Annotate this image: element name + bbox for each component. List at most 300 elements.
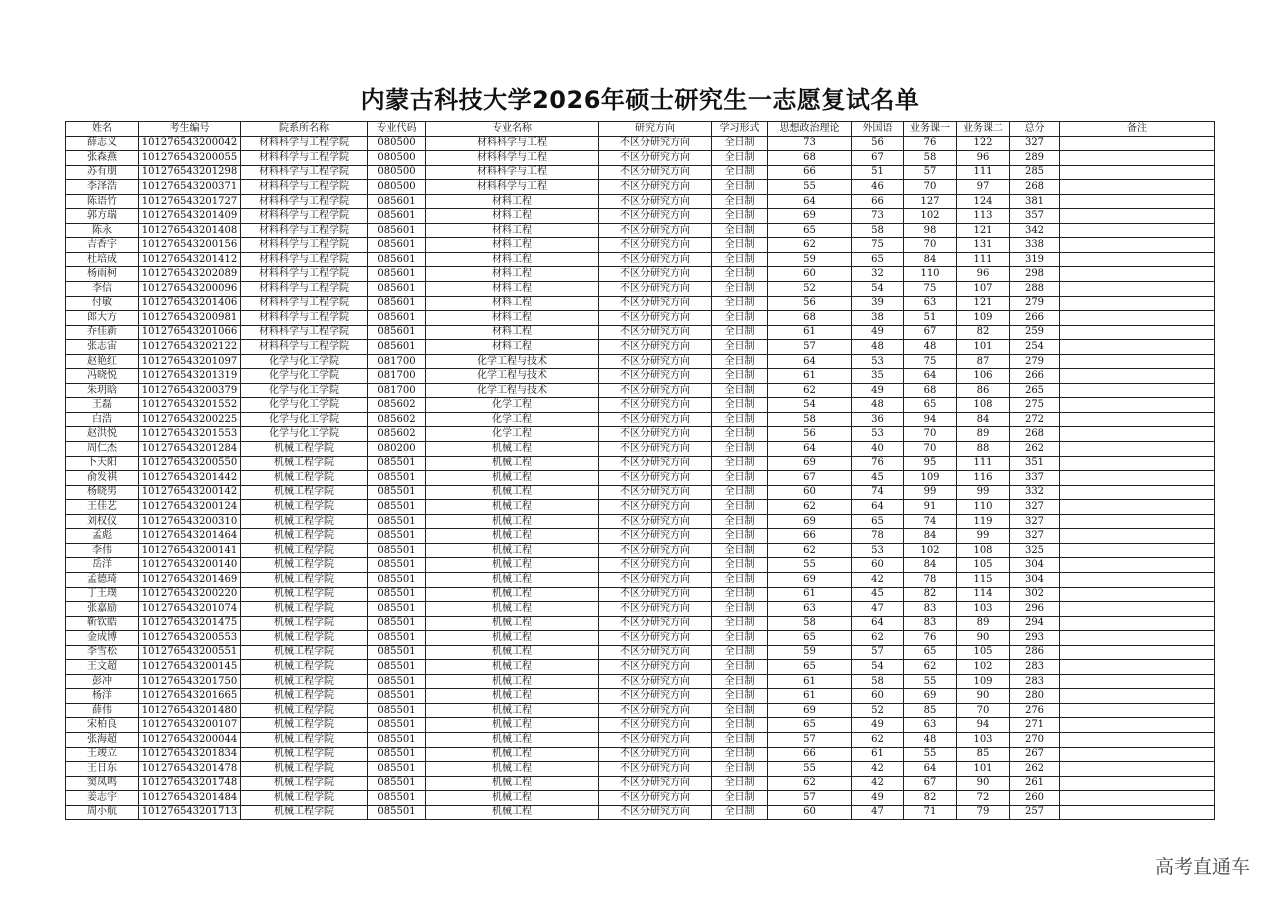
table-cell: 83 bbox=[904, 616, 957, 631]
table-cell: 085501 bbox=[368, 587, 426, 602]
table-cell: 085601 bbox=[368, 238, 426, 253]
table-cell: 90 bbox=[957, 776, 1010, 791]
table-cell: 不区分研究方向 bbox=[599, 471, 712, 486]
table-cell bbox=[1060, 151, 1215, 166]
table-cell: 96 bbox=[957, 267, 1010, 282]
table-cell: 69 bbox=[768, 209, 852, 224]
table-cell: 085501 bbox=[368, 776, 426, 791]
watermark: 高考直通车 bbox=[1154, 856, 1250, 878]
table-cell: 45 bbox=[852, 587, 904, 602]
table-cell: 全日制 bbox=[712, 427, 768, 442]
table-cell: 李泽浩 bbox=[66, 180, 139, 195]
table-cell: 67 bbox=[904, 776, 957, 791]
table-row bbox=[66, 645, 1215, 660]
table-cell: 乔佳新 bbox=[66, 325, 139, 340]
table-cell bbox=[1060, 340, 1215, 355]
table-cell: 机械工程 bbox=[426, 602, 599, 617]
table-cell: 不区分研究方向 bbox=[599, 398, 712, 413]
table-cell: 周仁杰 bbox=[66, 442, 139, 457]
table-cell: 271 bbox=[1010, 718, 1060, 733]
table-cell: 69 bbox=[904, 689, 957, 704]
table-cell bbox=[1060, 645, 1215, 660]
table-cell: 不区分研究方向 bbox=[599, 442, 712, 457]
table-cell: 337 bbox=[1010, 471, 1060, 486]
table-cell: 99 bbox=[957, 485, 1010, 500]
column-header: 思想政治理论 bbox=[768, 122, 852, 137]
table-cell: 101276543201074 bbox=[139, 602, 241, 617]
table-cell: 全日制 bbox=[712, 689, 768, 704]
table-cell: 不区分研究方向 bbox=[599, 456, 712, 471]
table-cell bbox=[1060, 631, 1215, 646]
table-cell: 材料科学与工程 bbox=[426, 136, 599, 151]
table-cell: 全日制 bbox=[712, 354, 768, 369]
table-cell: 381 bbox=[1010, 194, 1060, 209]
table-cell: 085601 bbox=[368, 209, 426, 224]
table-cell: 080500 bbox=[368, 136, 426, 151]
table-cell: 342 bbox=[1010, 223, 1060, 238]
table-cell: 99 bbox=[957, 529, 1010, 544]
table-cell bbox=[1060, 412, 1215, 427]
table-cell: 材料科学与工程学院 bbox=[241, 252, 368, 267]
table-cell: 53 bbox=[852, 427, 904, 442]
table-cell: 101 bbox=[957, 762, 1010, 777]
table-cell: 不区分研究方向 bbox=[599, 645, 712, 660]
table-cell bbox=[1060, 165, 1215, 180]
table-cell: 全日制 bbox=[712, 296, 768, 311]
table-cell: 65 bbox=[852, 252, 904, 267]
table-cell: 62 bbox=[852, 631, 904, 646]
table-cell: 不区分研究方向 bbox=[599, 252, 712, 267]
table-cell: 101276543200140 bbox=[139, 558, 241, 573]
table-cell: 76 bbox=[852, 456, 904, 471]
table-cell: 机械工程学院 bbox=[241, 602, 368, 617]
table-cell: 67 bbox=[768, 471, 852, 486]
table-cell: 111 bbox=[957, 252, 1010, 267]
table-cell: 105 bbox=[957, 645, 1010, 660]
table-cell: 全日制 bbox=[712, 543, 768, 558]
table-cell: 58 bbox=[768, 616, 852, 631]
table-cell: 机械工程学院 bbox=[241, 587, 368, 602]
table-cell: 全日制 bbox=[712, 471, 768, 486]
table-cell: 材料工程 bbox=[426, 252, 599, 267]
table-cell: 全日制 bbox=[712, 558, 768, 573]
table-cell: 岳洋 bbox=[66, 558, 139, 573]
table-cell: 机械工程 bbox=[426, 631, 599, 646]
table-cell bbox=[1060, 471, 1215, 486]
table-cell: 111 bbox=[957, 165, 1010, 180]
table-cell: 化学与化工学院 bbox=[241, 398, 368, 413]
table-cell: 机械工程 bbox=[426, 791, 599, 806]
table-cell: 275 bbox=[1010, 398, 1060, 413]
table-cell: 101276543201713 bbox=[139, 805, 241, 820]
table-cell: 49 bbox=[852, 718, 904, 733]
table-cell: 冯晓悦 bbox=[66, 369, 139, 384]
table-cell: 73 bbox=[768, 136, 852, 151]
table-cell: 319 bbox=[1010, 252, 1060, 267]
table-cell: 不区分研究方向 bbox=[599, 485, 712, 500]
table-cell: 106 bbox=[957, 369, 1010, 384]
table-cell: 080500 bbox=[368, 180, 426, 195]
table-cell: 机械工程 bbox=[426, 543, 599, 558]
table-cell: 59 bbox=[768, 252, 852, 267]
column-header: 总分 bbox=[1010, 122, 1060, 137]
table-cell: 085601 bbox=[368, 340, 426, 355]
table-cell bbox=[1060, 485, 1215, 500]
table-cell: 65 bbox=[768, 631, 852, 646]
table-cell: 材料工程 bbox=[426, 238, 599, 253]
table-cell: 327 bbox=[1010, 136, 1060, 151]
table-cell: 70 bbox=[904, 442, 957, 457]
table-cell: 全日制 bbox=[712, 223, 768, 238]
table-cell bbox=[1060, 558, 1215, 573]
table-row bbox=[66, 223, 1215, 238]
table-cell: 257 bbox=[1010, 805, 1060, 820]
table-cell: 不区分研究方向 bbox=[599, 732, 712, 747]
table-cell: 101276543201478 bbox=[139, 762, 241, 777]
table-cell: 76 bbox=[904, 136, 957, 151]
table-cell: 全日制 bbox=[712, 252, 768, 267]
table-cell: 101276543202089 bbox=[139, 267, 241, 282]
table-cell bbox=[1060, 514, 1215, 529]
table-cell: 不区分研究方向 bbox=[599, 194, 712, 209]
table-cell: 机械工程 bbox=[426, 471, 599, 486]
table-cell: 085501 bbox=[368, 500, 426, 515]
table-cell: 机械工程 bbox=[426, 718, 599, 733]
table-row bbox=[66, 762, 1215, 777]
table-cell: 51 bbox=[904, 311, 957, 326]
table-cell: 42 bbox=[852, 572, 904, 587]
table-cell: 085501 bbox=[368, 456, 426, 471]
table-cell: 72 bbox=[957, 791, 1010, 806]
table-cell: 材料科学与工程学院 bbox=[241, 151, 368, 166]
table-cell: 101276543201727 bbox=[139, 194, 241, 209]
table-cell: 机械工程 bbox=[426, 572, 599, 587]
table-cell: 116 bbox=[957, 471, 1010, 486]
table-cell: 全日制 bbox=[712, 340, 768, 355]
table-cell: 085602 bbox=[368, 412, 426, 427]
table-cell: 131 bbox=[957, 238, 1010, 253]
table-row bbox=[66, 398, 1215, 413]
table-cell: 61 bbox=[768, 689, 852, 704]
table-cell: 109 bbox=[957, 311, 1010, 326]
table-cell: 不区分研究方向 bbox=[599, 209, 712, 224]
table-cell: 不区分研究方向 bbox=[599, 282, 712, 297]
table-cell: 75 bbox=[904, 354, 957, 369]
table-cell: 68 bbox=[768, 311, 852, 326]
table-cell: 55 bbox=[768, 180, 852, 195]
table-cell: 085501 bbox=[368, 602, 426, 617]
table-cell bbox=[1060, 282, 1215, 297]
table-row bbox=[66, 674, 1215, 689]
table-cell: 101276543201475 bbox=[139, 616, 241, 631]
table-cell: 081700 bbox=[368, 383, 426, 398]
table-cell: 56 bbox=[768, 296, 852, 311]
table-cell bbox=[1060, 674, 1215, 689]
table-cell bbox=[1060, 180, 1215, 195]
table-cell: 全日制 bbox=[712, 747, 768, 762]
table-cell: 76 bbox=[904, 631, 957, 646]
table-cell: 61 bbox=[768, 369, 852, 384]
table-cell: 69 bbox=[768, 514, 852, 529]
table-cell: 机械工程学院 bbox=[241, 485, 368, 500]
table-cell: 101276543201665 bbox=[139, 689, 241, 704]
table-cell: 110 bbox=[904, 267, 957, 282]
table-cell: 机械工程 bbox=[426, 689, 599, 704]
table-cell: 机械工程 bbox=[426, 587, 599, 602]
table-cell: 化学与化工学院 bbox=[241, 412, 368, 427]
table-cell: 付敏 bbox=[66, 296, 139, 311]
table-cell: 45 bbox=[852, 471, 904, 486]
table-cell: 材料工程 bbox=[426, 325, 599, 340]
table-cell: 不区分研究方向 bbox=[599, 529, 712, 544]
table-cell: 李雪松 bbox=[66, 645, 139, 660]
table-cell: 65 bbox=[768, 718, 852, 733]
table-cell bbox=[1060, 194, 1215, 209]
table-cell: 53 bbox=[852, 543, 904, 558]
table-cell: 化学工程与技术 bbox=[426, 354, 599, 369]
table-cell: 101276543202122 bbox=[139, 340, 241, 355]
table-cell: 82 bbox=[904, 791, 957, 806]
table-cell: 57 bbox=[768, 791, 852, 806]
table-cell: 293 bbox=[1010, 631, 1060, 646]
table-row bbox=[66, 354, 1215, 369]
table-cell: 101276543201469 bbox=[139, 572, 241, 587]
table-cell: 不区分研究方向 bbox=[599, 136, 712, 151]
table-cell: 不区分研究方向 bbox=[599, 151, 712, 166]
table-cell: 101276543200142 bbox=[139, 485, 241, 500]
admission-table bbox=[65, 121, 1215, 820]
table-cell: 085601 bbox=[368, 325, 426, 340]
table-cell: 115 bbox=[957, 572, 1010, 587]
table-cell: 57 bbox=[852, 645, 904, 660]
table-cell: 101276543201480 bbox=[139, 703, 241, 718]
table-cell: 64 bbox=[768, 354, 852, 369]
table-row bbox=[66, 442, 1215, 457]
table-cell: 宋柏良 bbox=[66, 718, 139, 733]
table-cell: 郭方瑞 bbox=[66, 209, 139, 224]
table-cell: 70 bbox=[957, 703, 1010, 718]
table-cell: 55 bbox=[904, 747, 957, 762]
table-cell: 窦凤鸣 bbox=[66, 776, 139, 791]
table-cell: 材料工程 bbox=[426, 340, 599, 355]
table-cell: 材料科学与工程学院 bbox=[241, 238, 368, 253]
table-cell: 李信 bbox=[66, 282, 139, 297]
table-cell bbox=[1060, 252, 1215, 267]
table-cell: 机械工程学院 bbox=[241, 762, 368, 777]
table-cell: 材料科学与工程学院 bbox=[241, 209, 368, 224]
table-cell: 70 bbox=[904, 238, 957, 253]
table-cell: 101 bbox=[957, 340, 1010, 355]
table-cell bbox=[1060, 616, 1215, 631]
table-cell: 李伟 bbox=[66, 543, 139, 558]
table-cell: 机械工程 bbox=[426, 485, 599, 500]
table-cell: 42 bbox=[852, 776, 904, 791]
table-cell bbox=[1060, 703, 1215, 718]
table-cell: 郎大方 bbox=[66, 311, 139, 326]
table-cell: 52 bbox=[768, 282, 852, 297]
table-cell: 58 bbox=[852, 223, 904, 238]
table-cell: 57 bbox=[768, 732, 852, 747]
table-cell: 54 bbox=[768, 398, 852, 413]
table-cell: 不区分研究方向 bbox=[599, 383, 712, 398]
table-cell: 机械工程 bbox=[426, 660, 599, 675]
table-cell: 085601 bbox=[368, 252, 426, 267]
table-cell: 机械工程 bbox=[426, 747, 599, 762]
table-cell: 101276543201442 bbox=[139, 471, 241, 486]
table-cell: 74 bbox=[904, 514, 957, 529]
table-row bbox=[66, 572, 1215, 587]
table-cell: 113 bbox=[957, 209, 1010, 224]
table-cell: 不区分研究方向 bbox=[599, 631, 712, 646]
table-cell bbox=[1060, 660, 1215, 675]
table-cell: 全日制 bbox=[712, 442, 768, 457]
table-cell: 283 bbox=[1010, 660, 1060, 675]
table-cell: 085501 bbox=[368, 514, 426, 529]
table-cell: 101276543200379 bbox=[139, 383, 241, 398]
table-cell: 全日制 bbox=[712, 805, 768, 820]
table-cell: 101276543200553 bbox=[139, 631, 241, 646]
table-cell: 机械工程 bbox=[426, 674, 599, 689]
table-row bbox=[66, 660, 1215, 675]
table-cell: 95 bbox=[904, 456, 957, 471]
table-cell: 101276543201406 bbox=[139, 296, 241, 311]
table-cell: 101276543200141 bbox=[139, 543, 241, 558]
table-row bbox=[66, 252, 1215, 267]
table-cell: 085501 bbox=[368, 674, 426, 689]
table-cell: 机械工程 bbox=[426, 645, 599, 660]
table-cell: 58 bbox=[852, 674, 904, 689]
table-cell: 61 bbox=[768, 674, 852, 689]
table-cell: 材料科学与工程学院 bbox=[241, 325, 368, 340]
table-cell bbox=[1060, 791, 1215, 806]
table-cell: 不区分研究方向 bbox=[599, 587, 712, 602]
table-cell: 84 bbox=[904, 252, 957, 267]
table-cell: 53 bbox=[852, 354, 904, 369]
table-cell: 270 bbox=[1010, 732, 1060, 747]
table-cell: 70 bbox=[904, 427, 957, 442]
table-cell: 085601 bbox=[368, 223, 426, 238]
table-cell: 101276543201464 bbox=[139, 529, 241, 544]
table-cell: 102 bbox=[957, 660, 1010, 675]
table-cell: 085601 bbox=[368, 267, 426, 282]
table-row bbox=[66, 267, 1215, 282]
table-cell bbox=[1060, 805, 1215, 820]
table-row bbox=[66, 631, 1215, 646]
table-cell: 82 bbox=[904, 587, 957, 602]
table-cell: 296 bbox=[1010, 602, 1060, 617]
table-cell: 101276543200055 bbox=[139, 151, 241, 166]
table-cell: 材料科学与工程学院 bbox=[241, 223, 368, 238]
table-cell: 孟彪 bbox=[66, 529, 139, 544]
table-cell: 陈语竹 bbox=[66, 194, 139, 209]
table-cell: 085501 bbox=[368, 732, 426, 747]
table-cell: 108 bbox=[957, 543, 1010, 558]
table-cell: 73 bbox=[852, 209, 904, 224]
table-cell bbox=[1060, 587, 1215, 602]
column-header: 专业代码 bbox=[368, 122, 426, 137]
table-cell: 101276543201284 bbox=[139, 442, 241, 457]
table-cell: 机械工程 bbox=[426, 514, 599, 529]
table-cell: 57 bbox=[768, 340, 852, 355]
table-cell: 化学工程 bbox=[426, 427, 599, 442]
table-cell: 68 bbox=[904, 383, 957, 398]
table-cell: 材料工程 bbox=[426, 311, 599, 326]
table-cell bbox=[1060, 442, 1215, 457]
column-header: 业务课一 bbox=[904, 122, 957, 137]
table-row bbox=[66, 543, 1215, 558]
table-cell: 121 bbox=[957, 223, 1010, 238]
table-cell: 90 bbox=[957, 689, 1010, 704]
table-cell: 111 bbox=[957, 456, 1010, 471]
table-cell: 085501 bbox=[368, 543, 426, 558]
table-cell: 王磊 bbox=[66, 398, 139, 413]
table-cell: 机械工程学院 bbox=[241, 689, 368, 704]
table-cell: 机械工程学院 bbox=[241, 558, 368, 573]
table-cell: 机械工程学院 bbox=[241, 631, 368, 646]
table-cell: 不区分研究方向 bbox=[599, 500, 712, 515]
table-cell: 机械工程学院 bbox=[241, 456, 368, 471]
table-cell: 101276543200044 bbox=[139, 732, 241, 747]
table-cell bbox=[1060, 602, 1215, 617]
table-cell: 338 bbox=[1010, 238, 1060, 253]
table-cell: 32 bbox=[852, 267, 904, 282]
table-cell: 材料科学与工程学院 bbox=[241, 136, 368, 151]
table-cell: 56 bbox=[852, 136, 904, 151]
table-cell: 51 bbox=[852, 165, 904, 180]
table-row bbox=[66, 151, 1215, 166]
table-cell: 材料科学与工程学院 bbox=[241, 340, 368, 355]
table-cell: 101276543200981 bbox=[139, 311, 241, 326]
table-cell: 122 bbox=[957, 136, 1010, 151]
table-cell: 085601 bbox=[368, 296, 426, 311]
table-cell: 全日制 bbox=[712, 412, 768, 427]
table-cell: 全日制 bbox=[712, 282, 768, 297]
table-cell: 65 bbox=[904, 398, 957, 413]
table-cell: 080200 bbox=[368, 442, 426, 457]
table-cell: 84 bbox=[957, 412, 1010, 427]
table-row bbox=[66, 529, 1215, 544]
table-cell: 不区分研究方向 bbox=[599, 572, 712, 587]
table-cell: 材料工程 bbox=[426, 194, 599, 209]
table-cell bbox=[1060, 572, 1215, 587]
table-cell: 98 bbox=[904, 223, 957, 238]
table-cell: 94 bbox=[957, 718, 1010, 733]
table-cell: 不区分研究方向 bbox=[599, 558, 712, 573]
table-cell: 机械工程 bbox=[426, 616, 599, 631]
table-cell: 68 bbox=[768, 151, 852, 166]
table-cell: 材料科学与工程学院 bbox=[241, 311, 368, 326]
table-row bbox=[66, 587, 1215, 602]
table-cell: 261 bbox=[1010, 776, 1060, 791]
table-cell: 不区分研究方向 bbox=[599, 718, 712, 733]
table-cell: 机械工程 bbox=[426, 762, 599, 777]
table-cell: 65 bbox=[768, 660, 852, 675]
table-cell: 327 bbox=[1010, 500, 1060, 515]
table-cell bbox=[1060, 354, 1215, 369]
table-cell: 62 bbox=[904, 660, 957, 675]
table-cell bbox=[1060, 456, 1215, 471]
table-cell: 85 bbox=[957, 747, 1010, 762]
table-cell: 085501 bbox=[368, 805, 426, 820]
table-cell: 101276543200371 bbox=[139, 180, 241, 195]
table-cell: 杨晓男 bbox=[66, 485, 139, 500]
table-cell: 化学与化工学院 bbox=[241, 383, 368, 398]
table-cell: 63 bbox=[904, 296, 957, 311]
table-cell: 全日制 bbox=[712, 703, 768, 718]
table-cell: 49 bbox=[852, 383, 904, 398]
table-cell: 化学与化工学院 bbox=[241, 369, 368, 384]
table-header-row bbox=[66, 122, 1215, 137]
